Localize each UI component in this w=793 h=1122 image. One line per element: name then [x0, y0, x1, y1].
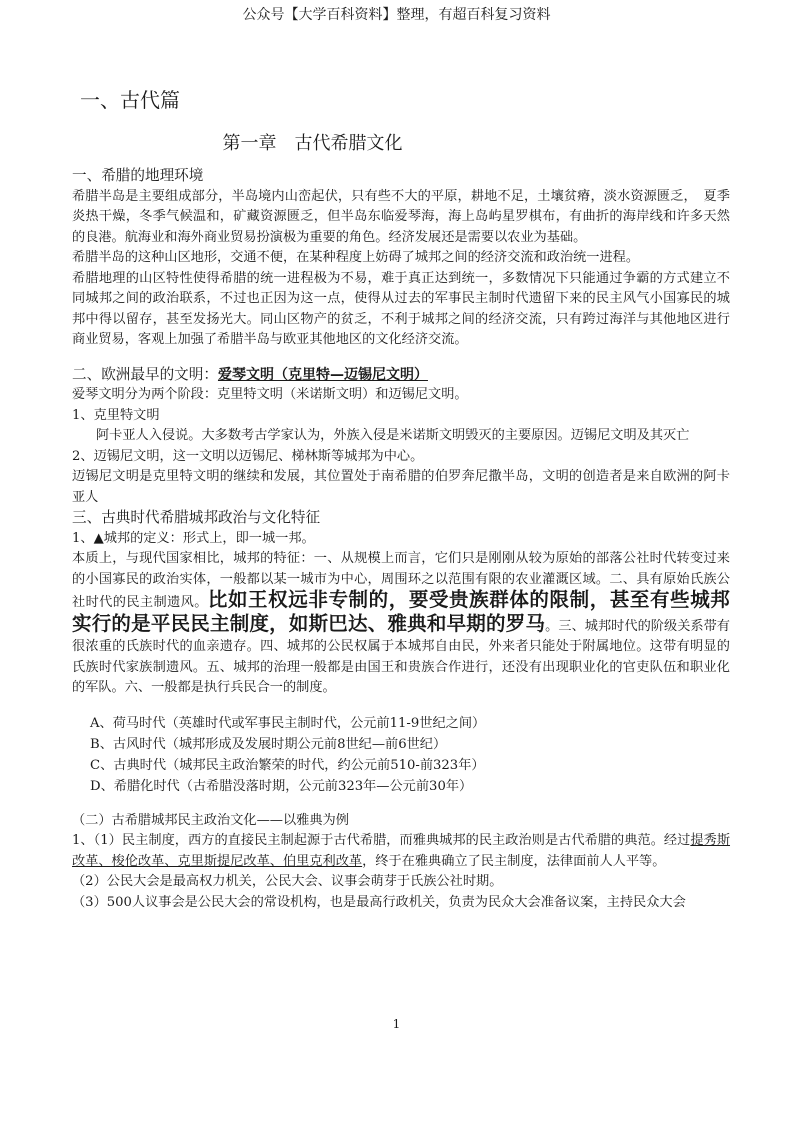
- list-item: D、希腊化时代（古希腊没落时期，公元前323年—公元前30年）: [90, 778, 473, 794]
- paragraph-city-state-definition: 1、▲城邦的定义：形式上，即一城一邦。: [72, 530, 315, 546]
- paragraph-geography-2: 希腊半岛的这种山区地形，交通不便，在某种程度上妨碍了城邦之间的经济交流和政治统一进程。: [72, 250, 640, 265]
- paragraph-aegean-stages: 爱琴文明分为两个阶段：克里特文明（米诺斯文明）和迈锡尼文明。: [72, 387, 468, 402]
- chapter-title: 第一章 古代希腊文化: [222, 133, 403, 154]
- democracy-text: 1、（1）民主制度，西方的直接民主制起源于古代希腊，而雅典城邦的民主政治则是古代希腊的典范。经过: [72, 833, 691, 848]
- list-item: C、古典时代（城邦民主政治繁荣的时代，约公元前510-前323年）: [90, 757, 485, 773]
- paragraph-geography-3: 希腊地理的山区特性使得希腊的统一进程极为不易，难于真正达到统一，多数情况下只能通过争霸的方式建立不同城邦之间的政治联系，不过也正因为这一点，使得从过去的军事民主制时代遗留下来的民主风气小国寡民的城邦中得以留存，甚至发扬光大。同山区物产的贫乏，不利于城邦之间的经济交流，只有跨过海洋与其他地区进行商业贸易，客观上加强了希腊半岛与欧亚其他地区的文化经济交流。: [72, 270, 730, 347]
- part-title: 一、古代篇: [80, 88, 180, 112]
- paragraph-council-500: （3）500人议事会是公民大会的常设机构，也是最高行政机关，负责为民众大会准备议案，主持民众大会: [72, 894, 686, 910]
- subheading-mycenae: 2、迈锡尼文明，这一文明以迈锡尼、梯林斯等城邦为中心。: [72, 448, 424, 464]
- section-heading-athens: （二）古希腊城邦民主政治文化——以雅典为例: [72, 812, 349, 828]
- period-list: [72, 713, 730, 797]
- section-heading-city-state: 三、古典时代希腊城邦政治与文化特征: [72, 509, 321, 526]
- paragraph-mycenae: 迈锡尼文明是克里特文明的继续和发展，其位置处于南希腊的伯罗奔尼撒半岛，文明的创造者是来自欧洲的阿卡亚人: [72, 469, 730, 505]
- reforms-underlined: 提秀斯改革、梭伦改革、克里斯提尼改革、伯里克利改革: [72, 833, 731, 869]
- list-item: B、古风时代（城邦形成及发展时期公元前8世纪—前6世纪）: [90, 736, 447, 752]
- paragraph-citizens-assembly: （2）公民大会是最高权力机关，公民大会、议事会萌芽于氏族公社时期。: [72, 874, 503, 889]
- paragraph-athens-democracy: [72, 831, 730, 872]
- paragraph-city-state-features: [72, 549, 730, 699]
- paragraph-crete: 阿卡亚人入侵说。大多数考古学家认为，外族入侵是米诺斯文明毁灭的主要原因。迈锡尼文明及其灭亡: [96, 428, 690, 443]
- page-header: 公众号【大学百科资料】整理，有超百科复习资料: [242, 7, 551, 23]
- features-text-continued: 。三、城邦时代的阶级关系带有很浓重的氏族时代的血亲遗存。四、城邦的公民权属于本城邦自由民，外来者只能处于附属地位。这带有明显的氏族时代家族制遗风。五、城邦的治理一般都是由国王和贵族合作进行，还没有出现职业化的官吏队伍和职业化的军队。六、一般都是执行兵民合一的制度。: [72, 618, 730, 695]
- section-heading-geography: 一、希腊的地理环境: [72, 167, 204, 184]
- document-body: [72, 166, 730, 913]
- section-heading-aegean: [72, 365, 730, 386]
- paragraph-geography-1: 希腊半岛是主要组成部分，半岛境内山峦起伏，只有些不大的平原，耕地不足，土壤贫瘠，淡水资源匮乏， 夏季炎热干燥，冬季气候温和，矿藏资源匮乏，但半岛东临爱琴海，海上岛屿星罗棋布，有曲折的海岸线和许多天然的良港。航海业和海外商业贸易扮演极为重要的角色。经济发展还是需要以农业为基础。: [72, 188, 730, 245]
- democracy-text-continued: ，终于在雅典确立了民主制度，法律面前人人平等。: [362, 853, 666, 869]
- subheading-crete: 1、克里特文明: [72, 407, 160, 423]
- features-text: 本质上，与现代国家相比，城邦的特征：一、从规模上而言，它们只是刚刚从较为原始的部落公社时代转变过来的小国寡民的政治实体，一般都以某一城市为中心，周围环之以范围有限的农业灌溉区域。二、具有原始氏族公社时代的民主制遗风。: [72, 551, 730, 610]
- emphasized-large-text: 比如王权远非专制的，要受贵族群体的限制，甚至有些城邦实行的是平民民主制度，如斯巴达、雅典和早期的罗马: [72, 588, 731, 635]
- aegean-civilization-emphasis: 爱琴文明（克里特—迈锡尼文明）: [217, 366, 428, 383]
- list-item: A、荷马时代（英雄时代或军事民主制时代，公元前11-9世纪之间）: [90, 715, 486, 731]
- heading-prefix: 二、欧洲最早的文明：: [72, 365, 218, 383]
- page-number: 1: [392, 1017, 401, 1031]
